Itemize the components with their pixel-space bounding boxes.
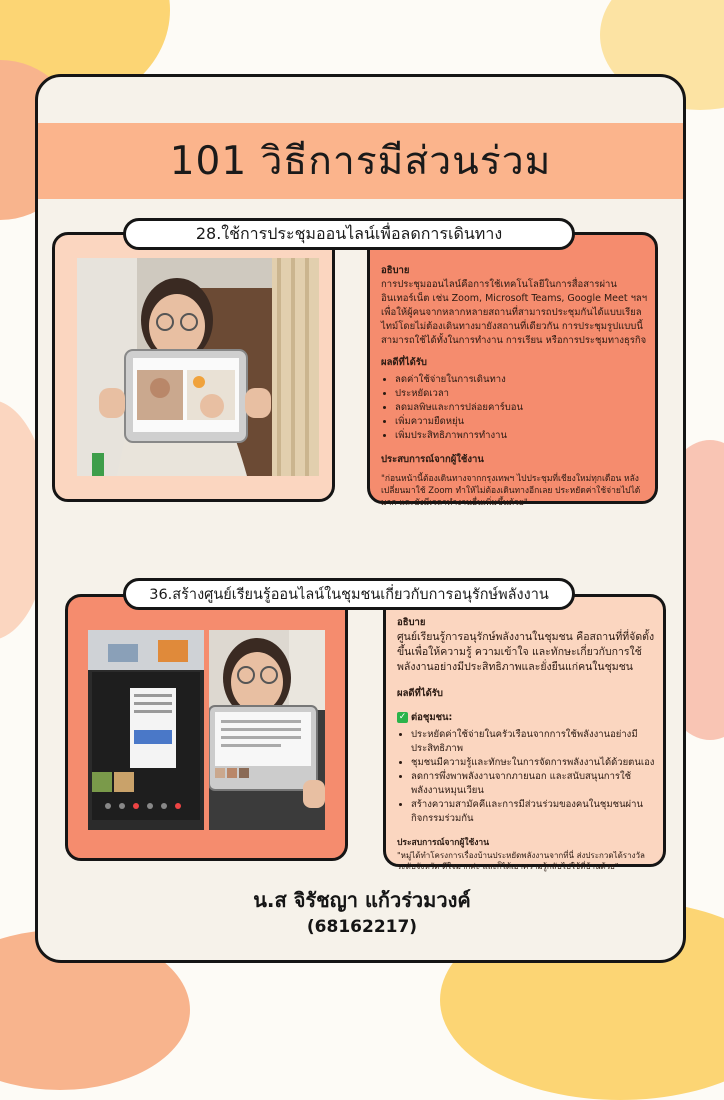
section1-experience-label: ประสบการณ์จากผู้ใช้งาน: [381, 454, 484, 465]
section2-community-row: [397, 711, 659, 725]
author-id: (68162217): [306, 917, 418, 937]
section2-heading: 36.สร้างศูนย์เรียนรู้ออนไลน์ในชุมชนเกี่ยวกับการอนุรักษ์พลังงาน: [123, 578, 575, 610]
list-item: • เพิ่มความยืดหยุ่น: [395, 415, 649, 429]
section1-desc-label: อธิบาย: [381, 265, 410, 276]
list-item: • ลดมลพิษและการปล่อยคาร์บอน: [395, 401, 649, 415]
section1-benefits-list: [381, 373, 649, 443]
section2-benefits-list: [397, 728, 659, 826]
list-item: • ชุมชนมีความรู้และทักษะในการจัดการพลังงานได้ด้วยตนเอง: [411, 756, 659, 770]
section1-benefits-label: ผลดีที่ได้รับ: [381, 357, 427, 368]
section2-desc-text: ศูนย์เรียนรู้การอนุรักษ์พลังงานในชุมชน คือสถานที่ที่จัดตั้งขึ้นเพื่อให้ความรู้ ความเข้าใจ และทักษะเกี่ยวกับการใช้พลังงานอย่างมีประสิทธิภาพและยั่งยืนแก่คนในชุมชน: [397, 631, 655, 673]
page-title: 101 วิธีการมีส่วนร่วม: [38, 123, 683, 199]
section1-text: [381, 264, 649, 509]
author-name: น.ส จิรัชญา แก้วร่วมวงค์: [253, 888, 471, 912]
person-with-tablet-image: [77, 258, 319, 476]
person-with-tablet-image-2: [209, 630, 325, 830]
section1-desc-text: การประชุมออนไลน์คือการใช้เทคโนโลยีในการสื่อสารผ่านอินเทอร์เน็ต เช่น Zoom, Microsoft Teams, Google Meet ฯลฯ เพื่อให้ผู้คนจากหลากหลายสถานที่สามารถประชุมกันได้แบบเรียลไทม์โดยไม่ต้องเดินทางมายังสถานที่เดียวกัน การประชุมรูปแบบนี้สามารถใช้ได้ทั้งในการทำงาน การเรียน หรือการประชุมทางธุรกิจ: [381, 279, 648, 346]
list-item: • ลดการพึ่งพาพลังงานจากภายนอก และสนับสนุนการใช้พลังงานหมุนเวียน: [411, 770, 659, 798]
list-item: • ลดค่าใช้จ่ายในการเดินทาง: [395, 373, 649, 387]
check-icon: ✓: [398, 712, 407, 722]
section2-desc-label: อธิบาย: [397, 617, 426, 628]
section2-benefits-label: ผลดีที่ได้รับ: [397, 688, 443, 699]
section1-experience-text: "ก่อนหน้านี้ต้องเดินทางจากกรุงเทพฯ ไปประชุมที่เชียงใหม่ทุกเดือน หลังเปลี่ยนมาใช้ Zoom ทำให้ไม่ต้องเดินทางอีกเลย ประหยัดค่าใช้จ่ายไปได้มาก และยังมีเวลาทำงานอื่นเพิ่มขึ้นด้วย": [381, 474, 641, 508]
section2-experience-text: "หมู่ได้ทำโครงการเรื่องบ้านประหยัดพลังงานจากที่นี่ ส่งประกวดได้รางวัลระดับจังหวัด ดีใจมากค่ะ และก็ได้เอาความรู้กลับไปใช้ที่บ้านด้วย": [397, 851, 645, 871]
section2-photo-right: [209, 630, 325, 830]
section2-community-label: ต่อชุมชน:: [411, 712, 453, 723]
list-item: • ประหยัดค่าใช้จ่ายในครัวเรือนจากการใช้พลังงานอย่างมีประสิทธิภาพ: [411, 728, 659, 756]
list-item: • ประหยัดเวลา: [395, 387, 649, 401]
list-item: • เพิ่มประสิทธิภาพการทำงาน: [395, 429, 649, 443]
section2-experience-label: ประสบการณ์จากผู้ใช้งาน: [397, 838, 490, 848]
section2-photo-left: [88, 630, 204, 830]
laptop-screen-image: [88, 630, 204, 830]
section1-heading: 28.ใช้การประชุมออนไลน์เพื่อลดการเดินทาง: [123, 218, 575, 250]
list-item: • สร้างความสามัคคีและการมีส่วนร่วมของคนในชุมชนผ่านกิจกรรมร่วมกัน: [411, 798, 659, 826]
section1-photo: [77, 258, 319, 476]
section2-text: [397, 616, 659, 872]
